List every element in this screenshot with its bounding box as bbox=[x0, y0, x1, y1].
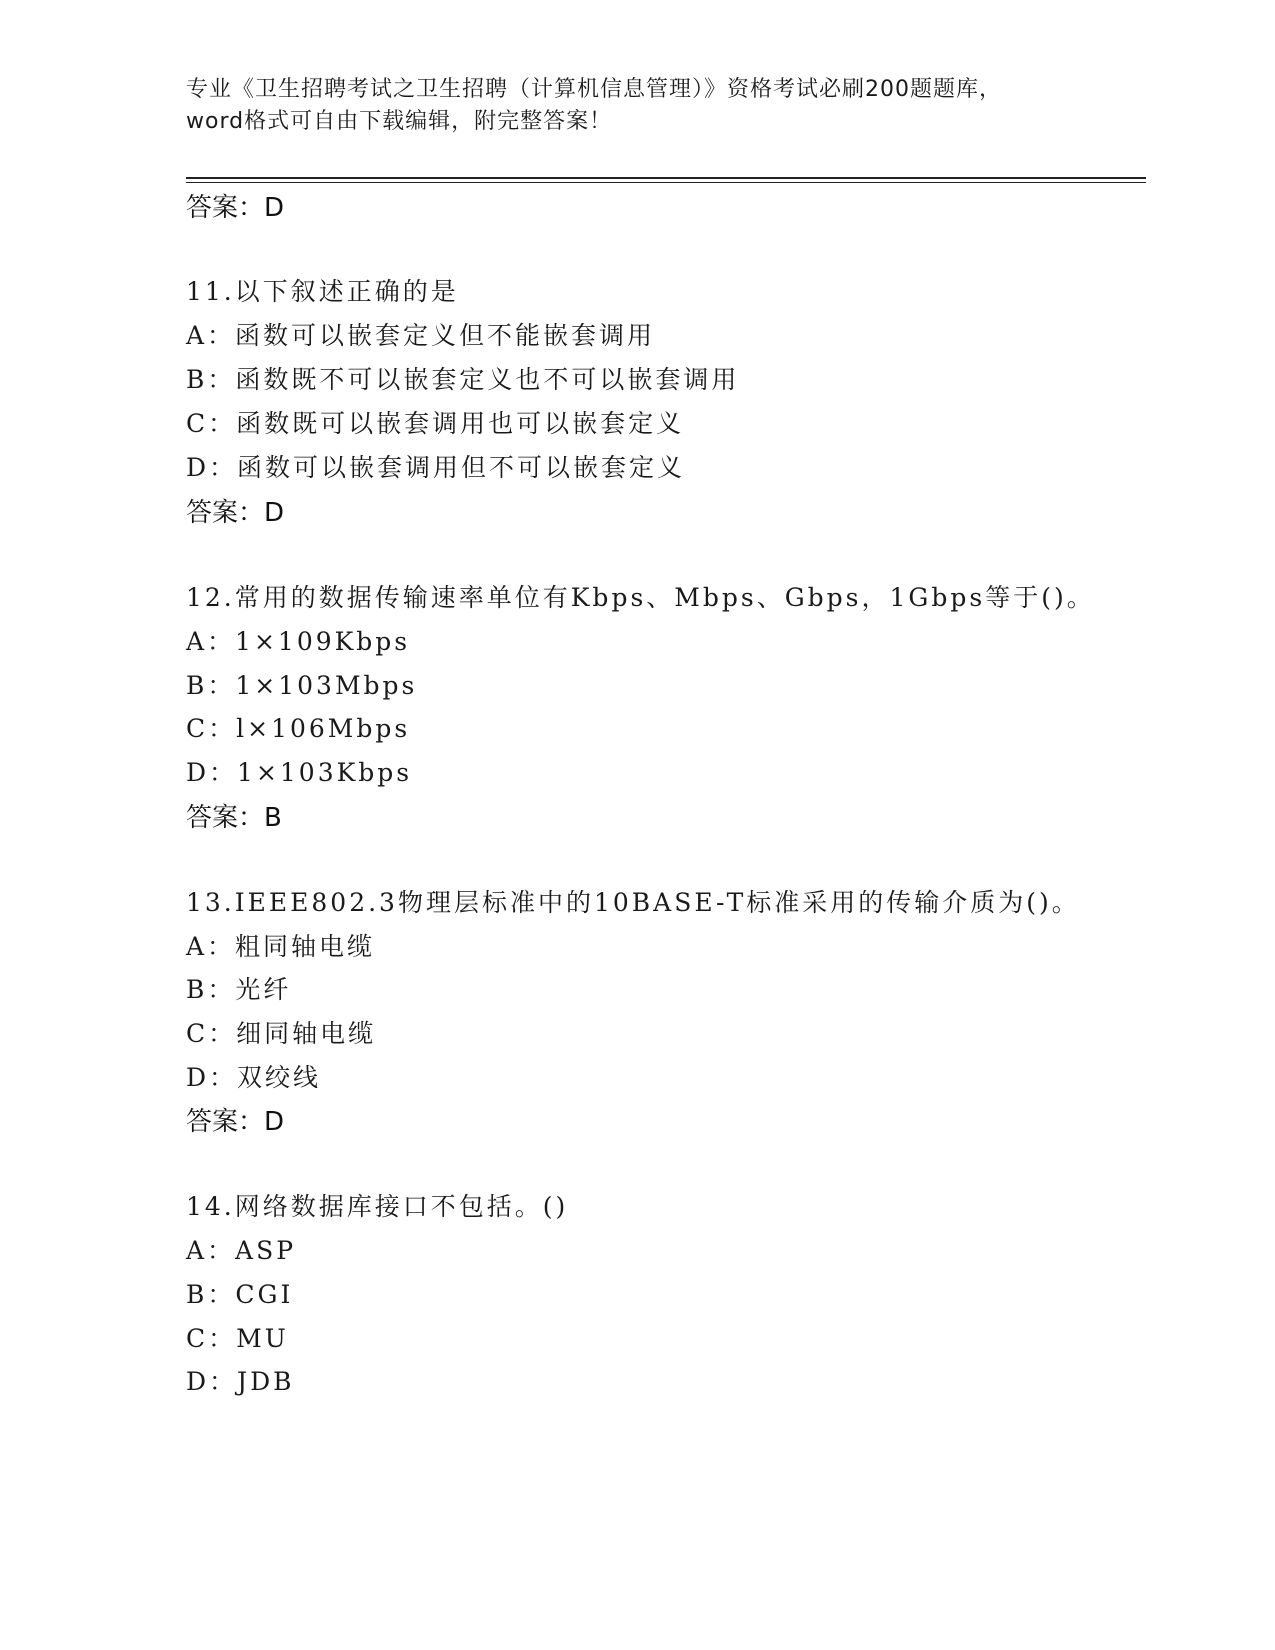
question-option: A：粗同轴电缆 bbox=[186, 932, 376, 961]
question-answer: 答案：D bbox=[186, 1107, 285, 1137]
question-option: B：CGI bbox=[186, 1280, 294, 1309]
page-header bbox=[186, 74, 1146, 138]
question-option: B：光纤 bbox=[186, 975, 292, 1004]
question-stem: 11.以下叙述正确的是 bbox=[186, 277, 459, 306]
question-answer: 答案：D bbox=[186, 498, 285, 528]
question-option: D：函数可以嵌套调用但不可以嵌套定义 bbox=[186, 453, 686, 482]
question-option: D：1×103Kbps bbox=[186, 758, 413, 787]
header-line-2: word格式可自由下载编辑，附完整答案！ bbox=[186, 109, 613, 134]
header-line-1: 专业《卫生招聘考试之卫生招聘（计算机信息管理）》资格考试必刷200题题库， bbox=[186, 77, 1002, 102]
header-rule-thick bbox=[186, 177, 1146, 179]
question-answer: 答案：B bbox=[186, 803, 282, 833]
question-option: B：1×103Mbps bbox=[186, 671, 418, 700]
question-stem: 12.常用的数据传输速率单位有Kbps、Mbps、Gbps，1Gbps等于()。 bbox=[186, 583, 1095, 612]
question-option: A：函数可以嵌套定义但不能嵌套调用 bbox=[186, 321, 656, 350]
question-option: D：双绞线 bbox=[186, 1063, 322, 1092]
question-stem: 13.IEEE802.3物理层标准中的10BASE-T标准采用的传输介质为()。 bbox=[186, 888, 1080, 917]
question-option: C：MU bbox=[186, 1324, 289, 1353]
question-option: C：函数既可以嵌套调用也可以嵌套定义 bbox=[186, 409, 685, 438]
question-stem: 14.网络数据库接口不包括。() bbox=[186, 1192, 569, 1221]
question-option: D：JDB bbox=[186, 1367, 295, 1396]
header-rule-thin bbox=[186, 182, 1146, 183]
question-option: C：细同轴电缆 bbox=[186, 1019, 377, 1048]
question-option: C：l×106Mbps bbox=[186, 714, 411, 743]
answer-previous: 答案：D bbox=[186, 193, 285, 223]
question-option: A：ASP bbox=[186, 1236, 297, 1265]
question-option: B：函数既不可以嵌套定义也不可以嵌套调用 bbox=[186, 365, 740, 394]
question-option: A：1×109Kbps bbox=[186, 627, 411, 656]
